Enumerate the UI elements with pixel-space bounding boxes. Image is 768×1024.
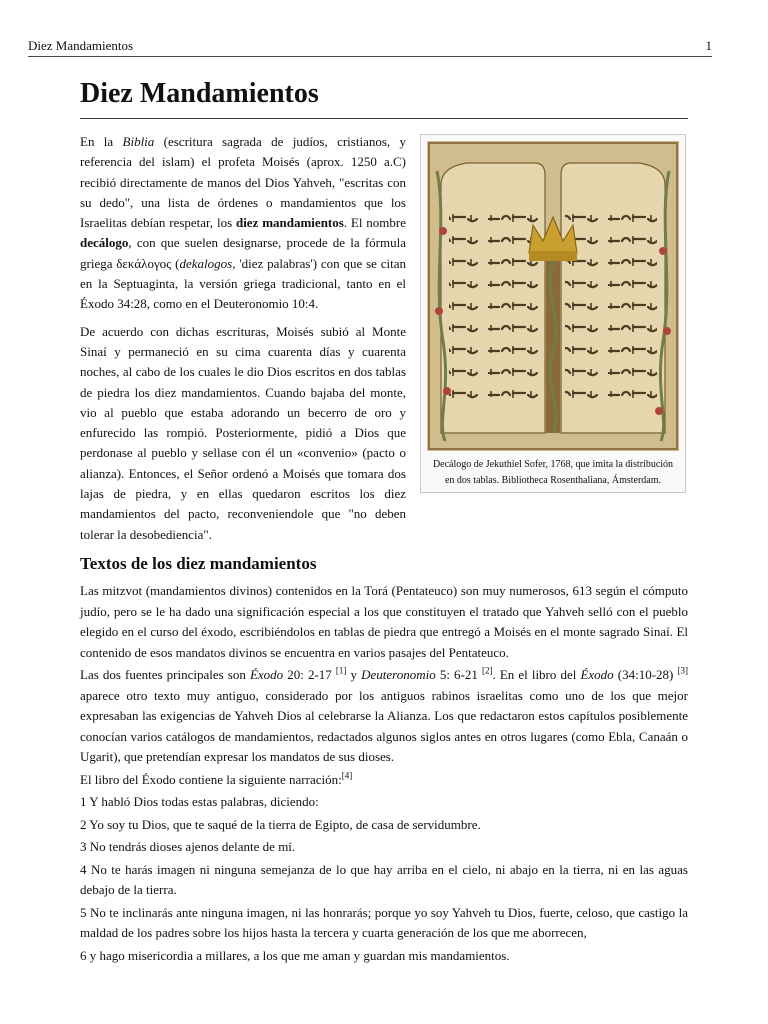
- verse-1: 1 Y habló Dios todas estas palabras, diciendo:: [80, 794, 319, 809]
- decalogue-image: [427, 141, 679, 451]
- running-header: [28, 36, 712, 57]
- section-title: Textos de los diez mandamientos: [80, 554, 317, 573]
- italic-term: Éxodo: [580, 667, 614, 682]
- section-body: [80, 581, 688, 968]
- page-number: 1: [705, 38, 712, 53]
- intro-paragraph-2: De acuerdo con dichas escrituras, Moisés subió al Monte Sinaí y permaneció en su cima cuarenta días y cuarenta noches, al cabo de los cuales le dio Dios escritos en dos tablas de piedra los diez mandamientos. Cuando bajaba del monte, vio al pueblo que estaba adorando un becerro de oro y enfurecido las rompió. Posteriormente, pidió a Dios que perdonase al pueblo y sellase con él un «convenio» (pacto o alianza). Entonces, el Señor ordenó a Moisés que tomara dos lajas de piedra, y en ellas quedaron escritos los diez mandamientos del pacto, reconveniendole que "no deben tolerar la desobediencia".: [80, 323, 406, 542]
- flower: [659, 247, 667, 255]
- bold-term: diez mandamientos: [235, 215, 344, 231]
- section-paragraph: Las mitzvot (mandamientos divinos) contenidos en la Torá (Pentateuco) son muy numerosos, 613 según el cómputo judío, pero se le ha dado una significación especial a los que constituyen el tratado que Yahveh selló con el pueblo elegido en el curso del éxodo, escribiéndolos en tablas de piedra que entregó a Moisés en el monte sagrado Sinaí. El contenido de esos mandatos divinos se encuentra en varios pasajes del Pentateuco.: [80, 583, 688, 660]
- intro-paragraph-1: En la Biblia (escritura sagrada de judíos, cristianos, y referencia del islam) el profeta Moisés (aprox. 1250 a.C) recibió directamente de manos del Dios Yahveh, "escritas con su dedo", una lista de órdenes o mandamientos que los Israelitas debían respetar, los diez mandamientos. El nombre decálogo, con que suelen designarse, procede de la fórmula griega δεκάλογος (dekalogos, 'diez palabras') con que se citan en la Septuaginta, la versión griega tradicional, tanto en el Éxodo 34:28, como en el Deuteronomio 10:4.: [80, 134, 407, 312]
- italic-term: Biblia: [122, 134, 155, 149]
- page-title: Diez Mandamientos: [80, 78, 688, 119]
- right-tablet-script: [565, 201, 657, 401]
- footnote-ref[interactable]: [3]: [677, 665, 688, 676]
- section-paragraph: El libro del Éxodo contiene la siguiente narración:[4]: [80, 770, 353, 787]
- verse-2: 2 Yo soy tu Dios, que te saqué de la tierra de Egipto, de casa de servidumbre.: [80, 816, 481, 832]
- flower: [435, 307, 443, 315]
- verse-3: 3 No tendrás dioses ajenos delante de mí.: [80, 839, 296, 854]
- flower: [439, 227, 447, 235]
- section-paragraph: Las dos fuentes principales son Éxodo 20: 2-17 [1] y Deuteronomio 5: 6-21 [2]. En el libro del Éxodo (34:10-28) [3] aparece otro texto muy antiguo, considerado por los antiguos rabinos israelitas como uno de los que mejor expresaban las exigencias de Yahveh Dios al celebrarse la Alianza. Los que redactaron estos capítulos posiblemente conocían varios catálogos de mandamientos, redactados algunos siglos antes en otros lugares (como Ebla, Canaán o Ugarit), que pretendían expresar los mandatos de sus dioses.: [80, 665, 688, 764]
- figure-decalogue: [420, 134, 686, 493]
- flower: [655, 407, 663, 415]
- verse-6: 6 y hago misericordia a millares, a los que me aman y guardan mis mandamientos.: [80, 947, 510, 963]
- intro-column: [80, 132, 406, 552]
- running-header-title: Diez Mandamientos: [28, 38, 134, 53]
- verse-5: 5 No te inclinarás ante ninguna imagen, ni las honrarás; porque yo soy Yahveh tu Dios, fuerte, celoso, que castigo la maldad de los padres sobre los hijos hasta la tercera y cuarta generación de los que me aborrecen,: [80, 904, 688, 940]
- flower: [663, 327, 671, 335]
- footnote-ref[interactable]: [1]: [335, 665, 347, 676]
- bold-term: decálogo: [80, 235, 129, 251]
- crown-base: [529, 251, 577, 261]
- decalogue-illustration: [427, 141, 679, 451]
- flower: [443, 387, 451, 395]
- left-tablet-script: [449, 201, 541, 401]
- italic-term: dekalogos: [179, 255, 233, 271]
- italic-term: Deuteronomio: [361, 667, 436, 682]
- italic-term: Éxodo: [249, 667, 284, 682]
- footnote-ref[interactable]: [2]: [481, 665, 493, 676]
- verse-4: 4 No te harás imagen ni ninguna semejanza de lo que hay arriba en el cielo, ni abajo en la tierra, ni en las aguas debajo de la tierra.: [80, 861, 688, 897]
- figure-caption: Decálogo de Jekuthiel Sofer, 1768, que imita la distribución en dos tablas. Bibliotheca Rosenthaliana, Ámsterdam.: [432, 459, 674, 486]
- footnote-ref[interactable]: [4]: [341, 770, 353, 781]
